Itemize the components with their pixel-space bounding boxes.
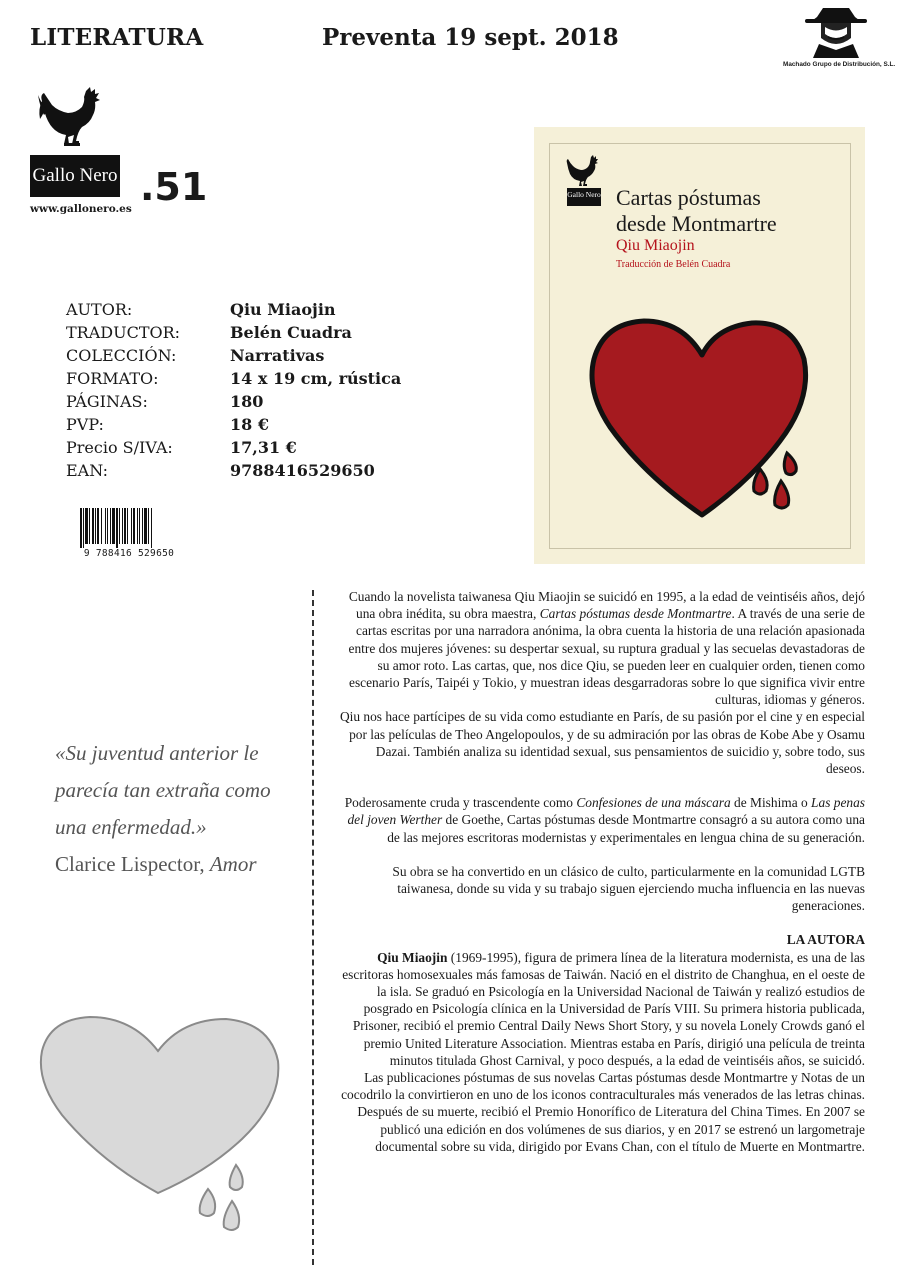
author-name-bold: Qiu Miaojin	[377, 949, 448, 965]
barcode-bar	[101, 508, 102, 544]
barcode-bar	[112, 508, 115, 544]
barcode-bar	[110, 508, 111, 544]
spec-label: EAN:	[66, 461, 109, 480]
barcode-bar	[122, 508, 123, 544]
distributor-logo	[783, 4, 896, 68]
brand-box: Gallo Nero	[30, 155, 120, 197]
about-author-paragraph	[335, 949, 865, 1069]
rooster-icon	[38, 85, 108, 157]
barcode-bar	[124, 508, 126, 544]
pull-quote	[55, 735, 295, 883]
spec-row	[66, 438, 401, 461]
distributor-name: Machado Grupo de Distribución, S.L.	[783, 61, 896, 68]
spec-value: Narrativas	[230, 346, 325, 365]
text-span: Cuando la novelista taiwanesa Qiu Miaojin se suicidó en 1995, a la edad de veintiséis años, dejó una obra inédita, su obra maestra,	[348, 589, 865, 622]
presale-date: Preventa 19 sept. 2018	[322, 24, 619, 51]
synopsis-paragraph	[335, 588, 865, 708]
barcode-bar	[151, 508, 152, 548]
cover-translator: Traducción de Belén Cuadra	[616, 259, 731, 270]
hat-man-icon	[783, 4, 889, 58]
synopsis-paragraph: Su obra se ha convertido en un clásico de culto, particularmente en la comunidad LGTB taiwanesa, donde su vida y su trabajo siguen ejerciendo mucha influencia en las nuevas generaciones.	[392, 863, 865, 914]
bleeding-heart-icon	[584, 315, 814, 525]
barcode-bar	[137, 508, 138, 544]
text-span: de Mishima o	[730, 795, 812, 811]
barcode-bar	[142, 508, 143, 544]
spec-label: PVP:	[66, 415, 104, 434]
synopsis-paragraph: Qiu nos hace partícipes de su vida como estudiante en París, de su pasión por el cine y en especial por las películas de Theo Angelopoulos, y de su admiración por las obras de Kobe Abe y Osamu Dazai. También analiza su identidad sexual, sus pensamientos de suicidio y, sobre todo, sus deseos.	[339, 709, 865, 777]
barcode-bars	[78, 508, 184, 548]
paragraph-gap	[335, 777, 865, 794]
paragraph-gap	[335, 914, 865, 931]
category-label: LITERATURA	[30, 24, 204, 51]
quote-work: Amor	[209, 852, 257, 876]
spec-row	[66, 415, 401, 438]
text-span: de Goethe, Cartas póstumas desde Montmartre consagró a su autora como una de las mejores escritoras modernistas y experimentales en lengua china de su generación.	[387, 812, 865, 845]
spec-label: TRADUCTOR:	[66, 323, 181, 342]
barcode-bar	[133, 508, 135, 544]
barcode-bar	[131, 508, 132, 544]
grey-heart-icon	[36, 1015, 286, 1245]
barcode-bar	[85, 508, 88, 544]
barcode-bar	[83, 508, 84, 548]
book-title-italic: Confesiones de una máscara	[576, 795, 731, 811]
barcode-bar	[127, 508, 128, 544]
cover-brand: Gallo Nero	[567, 190, 601, 199]
book-cover	[534, 127, 865, 564]
publisher-url[interactable]: www.gallonero.es	[30, 203, 132, 215]
barcode	[78, 508, 184, 560]
barcode-bar	[97, 508, 99, 544]
about-author-heading: LA AUTORA	[786, 932, 865, 948]
spec-value: 18 €	[230, 415, 269, 434]
spec-label: COLECCIÓN:	[66, 346, 177, 365]
spec-value: 14 x 19 cm, rústica	[230, 369, 402, 388]
barcode-bar	[92, 508, 94, 544]
cover-publisher-logo	[565, 155, 603, 207]
spec-value: 9788416529650	[230, 461, 375, 480]
spec-row	[66, 300, 401, 323]
barcode-bar	[95, 508, 96, 544]
spec-row	[66, 461, 401, 484]
cover-title	[616, 185, 777, 237]
spec-row	[66, 392, 401, 415]
collection-number: .51	[140, 165, 208, 209]
spec-row	[66, 369, 401, 392]
barcode-bar	[116, 508, 118, 548]
book-title-italic: Cartas póstumas desde Montmartre	[539, 606, 732, 622]
spec-label: PÁGINAS:	[66, 392, 148, 411]
column-divider	[312, 590, 314, 1265]
barcode-bar	[105, 508, 106, 544]
spec-value: Qiu Miaojin	[230, 300, 336, 319]
cover-title-line: desde Montmartre	[616, 211, 777, 236]
synopsis	[335, 588, 865, 1155]
quote-text: «Su juventud anterior le parecía tan extraña como una enfermedad.»	[55, 741, 271, 839]
cover-title-line: Cartas póstumas	[616, 185, 761, 210]
book-specs	[66, 300, 401, 484]
cover-author: Qiu Miaojin	[616, 237, 695, 254]
spec-value: 180	[230, 392, 264, 411]
quote-attribution	[55, 846, 295, 883]
paragraph-gap	[335, 846, 865, 863]
spec-value: 17,31 €	[230, 438, 297, 457]
text-span: Poderosamente cruda y trascendente como	[344, 795, 577, 811]
about-author-paragraph: Las publicaciones póstumas de sus novelas Cartas póstumas desde Montmartre y Notas de un cocodrilo la convirtieron en uno de los iconos contraculturales más venerados de las letras chinas. Después de su muerte, recibió el Premio Honorífico de Literatura del China Times. En 2007 se publicó una edición en dos volúmenes de sus diarios, y en 2017 se estrenó un largometraje documental sobre su vida, dirigido por Evans Chan, con el título de Muerte en Montmartre.	[341, 1070, 865, 1154]
barcode-bar	[144, 508, 147, 544]
spec-row	[66, 346, 401, 369]
text-span: (1969-1995), figura de primera línea de la literatura modernista, es una de las escritoras homosexuales más famosas de Taiwán. Nació en el distrito de Changhua, en el oeste de la isla. Se graduó en Psicología en la Universidad Nacional de Taiwán y realizó estudios de posgrado en Psicología clínica en la Universidad de París VIII. Su primera historia publicada, Prisoner, recibió el premio Central Daily News Short Story, y su novela Lonely Crowds ganó el premio United Literature Association. Mientras estaba en París, dirigió una película de treinta minutos titulada Ghost Carnival, y poco después, a la edad de veintiséis años, se suicidó.	[342, 949, 865, 1068]
spec-label: Precio S/IVA:	[66, 438, 173, 457]
barcode-digits: 9 788416 529650	[83, 548, 175, 559]
spec-row	[66, 323, 401, 346]
barcode-bar	[119, 508, 120, 544]
barcode-bar	[139, 508, 140, 544]
barcode-bar	[89, 508, 90, 544]
publisher-logo	[30, 85, 132, 217]
book-title-italic: Las penas del joven Werther	[347, 795, 865, 828]
spec-label: AUTOR:	[66, 300, 133, 319]
barcode-bar	[80, 508, 82, 548]
text-span: . A través de una serie de cartas escritas por una narradora anónima, la obra cuenta la historia de una relación apasionada entre dos mujeres jóvenes: su despertar sexual, su ruptura gradual y las secuelas devastadoras de su amor roto. Las cartas, que, nos dice Qiu, se pueden leer en cualquier orden, tienen como escenario París, Taipéi y Tokio, y muestran ideas desgarradoras sobre lo que significa vivir entre culturas, idiomas y géneros.	[348, 606, 865, 708]
rooster-icon	[565, 155, 603, 207]
spec-label: FORMATO:	[66, 369, 159, 388]
spec-value: Belén Cuadra	[230, 323, 352, 342]
barcode-bar	[148, 508, 149, 544]
quote-author: Clarice Lispector,	[55, 852, 210, 876]
synopsis-paragraph	[335, 794, 865, 846]
barcode-bar	[107, 508, 108, 544]
